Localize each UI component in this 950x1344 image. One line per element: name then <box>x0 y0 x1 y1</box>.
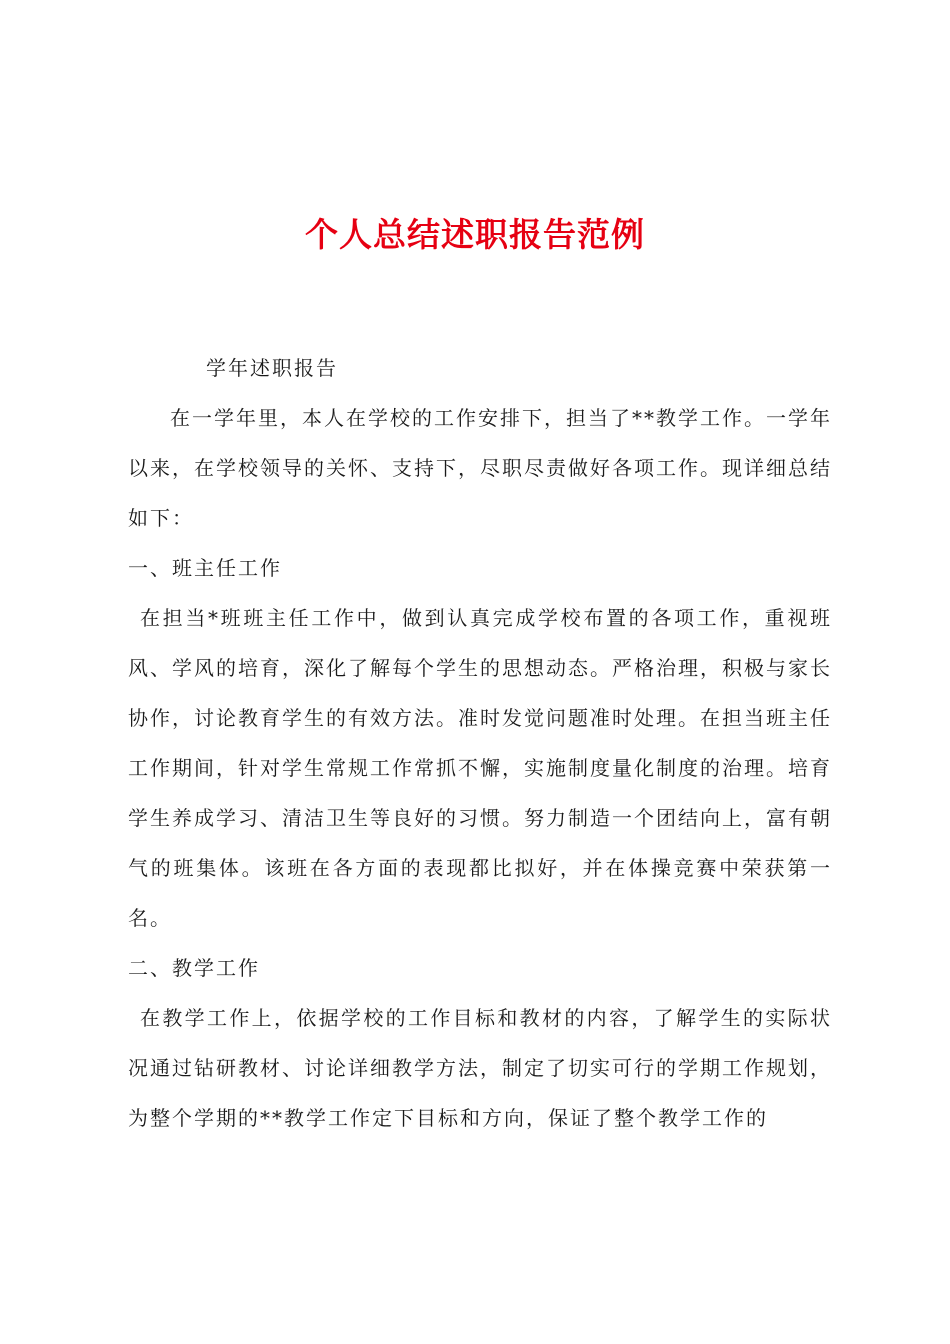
section-heading-teaching: 二、教学工作 <box>128 956 260 980</box>
section-paragraph-teaching: 在教学工作上，依据学校的工作目标和教材的内容，了解学生的实际状况通过钻研教材、讨论详细教学方法，制定了切实可行的学期工作规划，为整个学期的**教学工作定下目标和方向，保证了整个教学工作的 <box>128 1006 832 1130</box>
intro-paragraph: 在一学年里，本人在学校的工作安排下，担当了**教学工作。一学年以来，在学校领导的关怀、支持下，尽职尽责做好各项工作。现详细总结如下： <box>128 406 832 530</box>
section-paragraph-class-teacher: 在担当*班班主任工作中，做到认真完成学校布置的各项工作，重视班风、学风的培育，深化了解每个学生的思想动态。严格治理，积极与家长协作，讨论教育学生的有效方法。准时发觉问题准时处理。在担当班主任工作期间，针对学生常规工作常抓不懈，实施制度量化制度的治理。培育学生养成学习、清洁卫生等良好的习惯。努力制造一个团结向上，富有朝气的班集体。该班在各方面的表现都比拟好，并在体操竞赛中荣获第一名。 <box>128 606 832 930</box>
section-heading-class-teacher: 一、班主任工作 <box>128 556 282 580</box>
report-subtitle: 学年述职报告 <box>206 356 338 380</box>
document-body <box>128 343 832 1143</box>
document-title: 个人总结述职报告范例 <box>305 215 645 254</box>
